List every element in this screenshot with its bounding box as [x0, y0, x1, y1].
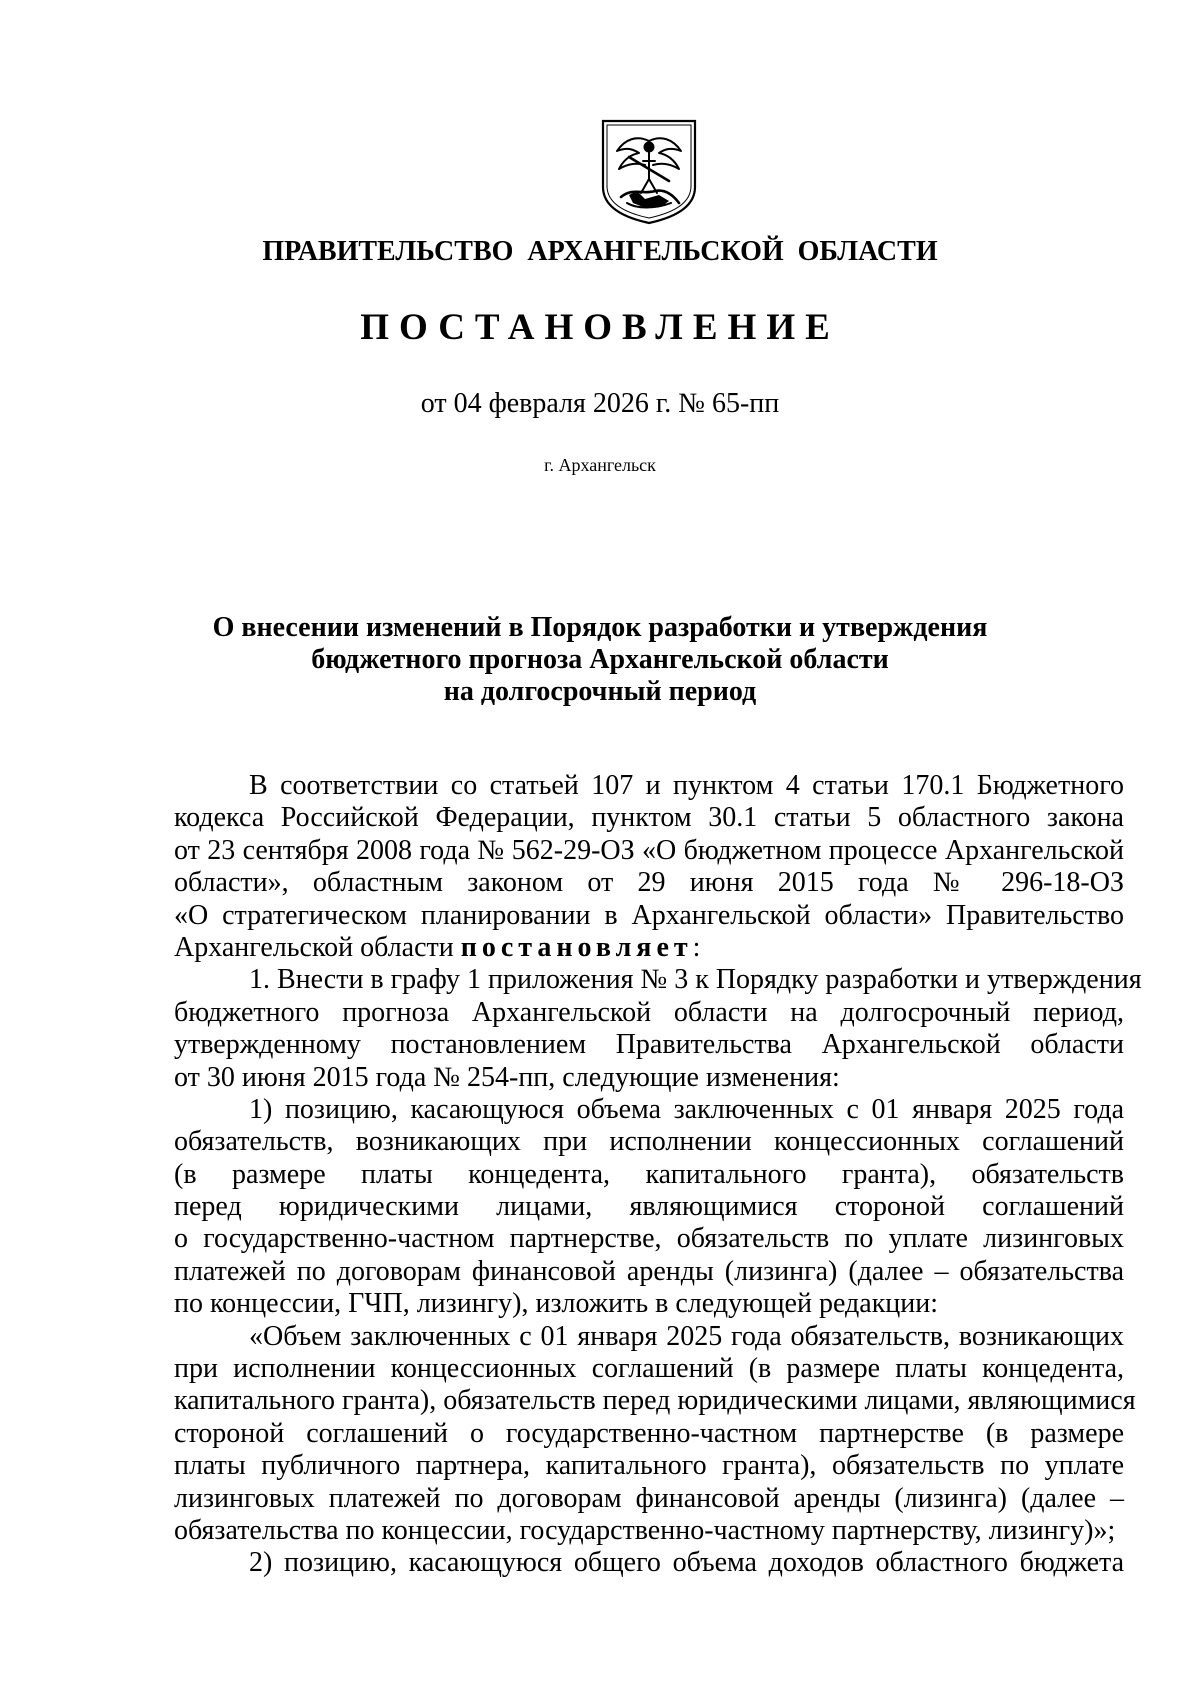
colon: :: [692, 931, 701, 963]
body-line: кодекса Российской Федерации, пунктом 30.1 статьи 5 областного закона: [174, 802, 1124, 834]
body-line: о государственно-частном партнерстве, обязательств по уплате лизинговых: [174, 1223, 1124, 1255]
body-line: «Объем заключенных с 01 января 2025 года обязательств, возникающих: [249, 1320, 1124, 1352]
body-line: обязательства по концессии, государственно-частному партнерству, лизингу)»;: [174, 1514, 1116, 1546]
body-line: платы публичного партнера, капитального гранта), обязательств по уплате: [174, 1450, 1124, 1482]
organization-name: ПРАВИТЕЛЬСТВО АРХАНГЕЛЬСКОЙ ОБЛАСТИ: [262, 236, 938, 267]
coat-of-arms-emblem: [599, 117, 699, 225]
body-line: (в размере платы концедента, капитального гранта), обязательств: [174, 1158, 1124, 1190]
body-line: утвержденному постановлением Правительства Архангельской области: [174, 1029, 1124, 1061]
body-line: стороной соглашений о государственно-частном партнерстве (в размере: [174, 1417, 1124, 1449]
body-line: капитального гранта), обязательств перед юридическими лицами, являющимися: [174, 1385, 1136, 1417]
body-line: перед юридическими лицами, являющимися стороной соглашений: [174, 1191, 1124, 1223]
body-line: от 23 сентября 2008 года № 562-29-ОЗ «О бюджетном процессе Архангельской: [174, 834, 1124, 866]
body-line: области», областным законом от 29 июня 2015 года № 296-18-ОЗ: [174, 867, 1124, 899]
document-body: [174, 770, 1142, 1580]
resolves-word: постановляет: [460, 931, 693, 963]
title-line: бюджетного прогноза Архангельской области: [311, 644, 889, 675]
body-line: по концессии, ГЧП, лизингу), изложить в следующей редакции:: [174, 1288, 939, 1320]
body-line: бюджетного прогноза Архангельской области на долгосрочный период,: [174, 996, 1124, 1028]
body-line: обязательств, возникающих при исполнении концессионных соглашений: [174, 1126, 1124, 1158]
body-text: Архангельской области: [174, 931, 454, 963]
body-line: 1. Внести в графу 1 приложения № 3 к Порядку разработки и утверждения: [249, 964, 1142, 996]
body-line: 2) позицию, касающуюся общего объема доходов областного бюджета: [249, 1547, 1124, 1579]
title-line: О внесении изменений в Порядок разработки и утверждения: [212, 612, 988, 643]
body-line: при исполнении концессионных соглашений (в размере платы концедента,: [174, 1353, 1124, 1385]
body-line: «О стратегическом планировании в Архангельской области» Правительство: [174, 899, 1124, 931]
document-title: [0, 612, 1200, 708]
document-type-heading: ПОСТАНОВЛЕНИЕ: [360, 307, 840, 348]
title-line: на долгосрочный период: [443, 676, 757, 707]
body-line: 1) позицию, касающуюся объема заключенных с 01 января 2025 года: [249, 1093, 1124, 1125]
body-line: В соответствии со статьей 107 и пунктом 4 статьи 170.1 Бюджетного: [249, 770, 1124, 801]
body-line-resolution: [174, 932, 1124, 964]
document-city: г. Архангельск: [544, 455, 656, 475]
document-date-number: от 04 февраля 2026 г. № 65-пп: [420, 388, 780, 419]
body-line: от 30 июня 2015 года № 254-пп, следующие изменения:: [174, 1061, 840, 1093]
body-line: лизинговых платежей по договорам финансовой аренды (лизинга) (далее –: [174, 1482, 1124, 1514]
body-line: платежей по договорам финансовой аренды (лизинга) (далее – обязательства: [174, 1255, 1124, 1287]
